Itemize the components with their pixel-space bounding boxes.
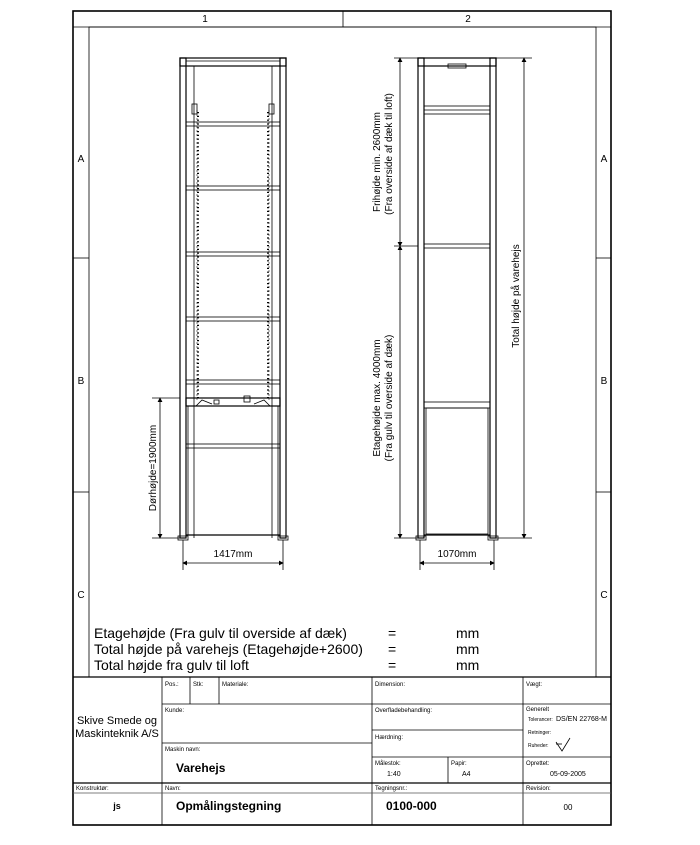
floor-height-label: Etagehøjde max. 4000mm bbox=[372, 339, 383, 457]
front-door-height-dimension bbox=[148, 398, 180, 538]
scale-label: Målestok: bbox=[375, 761, 401, 767]
title-block bbox=[73, 677, 611, 825]
customer-label: Kunde: bbox=[165, 708, 185, 714]
stk-label: Stk: bbox=[193, 682, 204, 688]
door-height-label: Dørhøjde=1900mm bbox=[148, 424, 159, 512]
clearance-label: Frihøjde min. 2600mm bbox=[372, 111, 383, 213]
paper-label: Papir: bbox=[451, 761, 467, 767]
row-label-right-b: B bbox=[600, 376, 608, 387]
side-clearance-dimension bbox=[372, 58, 418, 246]
hardening-label: Hærdning: bbox=[375, 735, 404, 741]
note-eq-total-height: = bbox=[388, 641, 397, 657]
roughness-label: Ruheder: bbox=[528, 743, 549, 749]
note-unit-floor-height: mm bbox=[456, 625, 480, 641]
front-width-dimension bbox=[183, 540, 283, 570]
column-label-2: 2 bbox=[465, 14, 471, 25]
floor-height-note: (Fra gulv til overside af dæk) bbox=[384, 334, 395, 462]
note-label-total-height: Total højde på varehejs (Etagehøjde+2600) bbox=[94, 641, 363, 657]
designer-label: Konstruktør: bbox=[76, 786, 109, 792]
column-label-1: 1 bbox=[202, 14, 208, 25]
note-eq-floor-height: = bbox=[388, 625, 397, 641]
drawing-name-label: Navn: bbox=[165, 786, 181, 792]
roughness-symbol bbox=[556, 738, 570, 751]
height-notes bbox=[94, 625, 479, 673]
material-label: Materiale: bbox=[222, 682, 249, 688]
row-label-left-c: C bbox=[77, 590, 85, 601]
drawing-number-label: Tegningsnr.: bbox=[375, 786, 408, 792]
designer-value: js bbox=[113, 801, 121, 811]
machine-name-value: Varehejs bbox=[176, 761, 226, 775]
company-name-line2: Maskinteknik A/S bbox=[75, 728, 159, 740]
inner-frame bbox=[89, 27, 596, 677]
note-label-floor-to-ceiling: Total højde fra gulv til loft bbox=[94, 657, 249, 673]
company-name-line1: Skive Smede og bbox=[76, 715, 158, 727]
note-unit-total-height: mm bbox=[456, 641, 480, 657]
side-width-dimension bbox=[420, 540, 494, 570]
side-view bbox=[416, 58, 498, 540]
front-view bbox=[178, 58, 288, 540]
row-label-left-a: A bbox=[77, 154, 85, 165]
paper-value: A4 bbox=[462, 771, 471, 778]
tolerance-value: DS/EN 22768-M bbox=[556, 716, 607, 723]
general-label: Generelt bbox=[526, 707, 550, 713]
drawing-name-value: Opmålingstegning bbox=[176, 799, 282, 813]
row-label-left-b: B bbox=[77, 376, 85, 387]
note-unit-floor-to-ceiling: mm bbox=[456, 657, 480, 673]
surface-treatment-label: Overfladebehandling: bbox=[375, 708, 433, 714]
row-label-right-a: A bbox=[600, 154, 608, 165]
revision-label: Revision: bbox=[526, 786, 551, 792]
weight-label: Vægt: bbox=[526, 682, 543, 688]
total-height-label: Total højde på varehejs bbox=[511, 244, 522, 348]
created-value: 05-09-2005 bbox=[550, 771, 586, 778]
note-eq-floor-to-ceiling: = bbox=[388, 657, 397, 673]
pos-label: Pos.: bbox=[165, 682, 179, 688]
row-label-right-c: C bbox=[600, 590, 608, 601]
note-label-floor-height: Etagehøjde (Fra gulv til overside af dæk) bbox=[94, 625, 347, 641]
side-floor-height-dimension bbox=[372, 246, 418, 538]
scale-value: 1:40 bbox=[387, 771, 401, 778]
tolerance-label: Tolerancer: bbox=[528, 717, 553, 723]
created-label: Oprettet: bbox=[526, 761, 550, 767]
side-total-height-dimension bbox=[496, 58, 532, 538]
dimension-label: Dimension: bbox=[375, 682, 406, 688]
clearance-note: (Fra overside af dæk til loft) bbox=[384, 93, 395, 215]
straightness-label: Retninger: bbox=[528, 730, 552, 736]
machine-name-label: Maskin navn: bbox=[165, 747, 201, 753]
side-width-label: 1070mm bbox=[437, 549, 477, 560]
revision-value: 00 bbox=[563, 803, 573, 812]
front-width-label: 1417mm bbox=[213, 549, 253, 560]
outer-frame bbox=[73, 11, 611, 825]
drawing-number-value: 0100-000 bbox=[386, 799, 437, 813]
